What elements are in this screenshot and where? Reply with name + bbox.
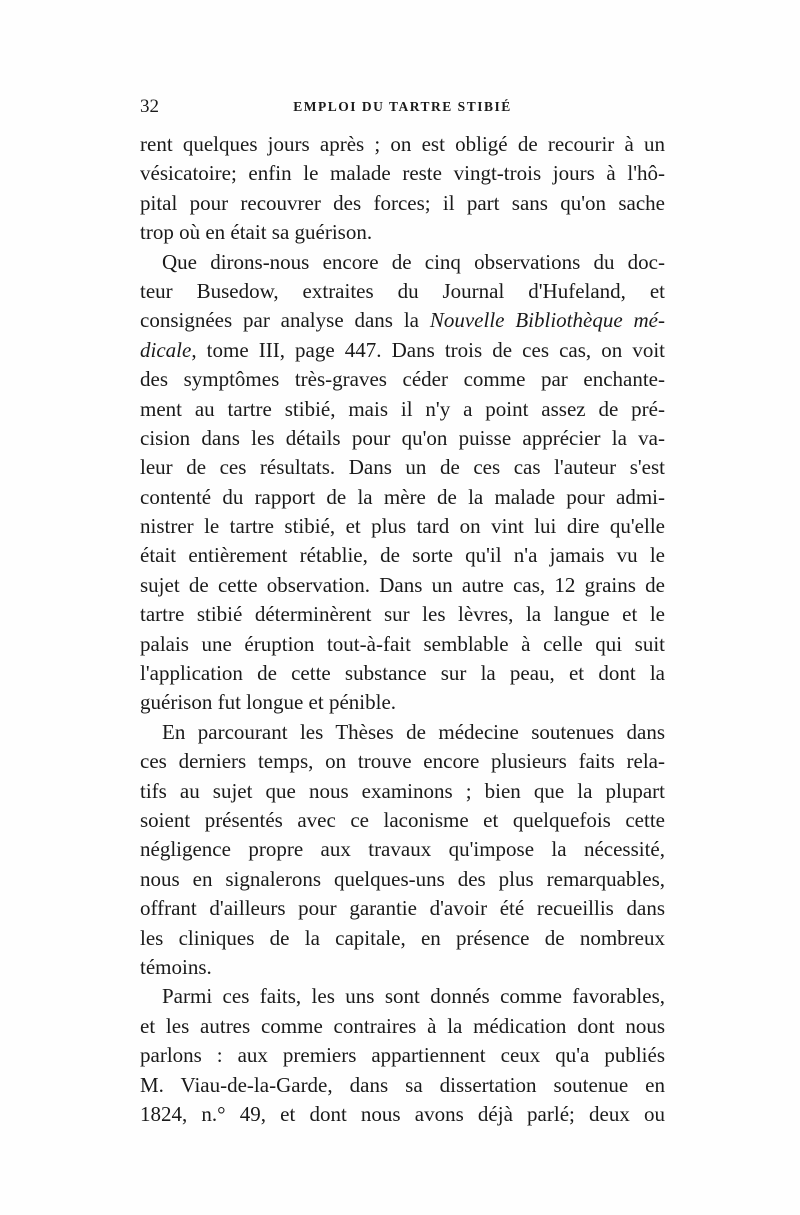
text-segment: , tome III, page 447. Dans trois de ces cas, on voit <box>191 337 665 362</box>
text-line: l'application de cette substance sur la peau, et dont la <box>140 661 665 686</box>
text-line: sujet de cette observation. Dans un autre cas, 12 grains de <box>140 572 665 597</box>
body-text <box>140 130 665 1129</box>
page-number: 32 <box>140 96 159 117</box>
text-line: ces derniers temps, on trouve encore plusieurs faits rela- <box>140 749 665 774</box>
text-line: rent quelques jours après ; on est obligé de recourir à un <box>140 132 665 156</box>
text-line: les cliniques de la capitale, en présence de nombreux <box>140 925 665 950</box>
text-line: tartre stibié déterminèrent sur les lèvres, la langue et le <box>140 602 665 627</box>
text-line: soient présentés avec ce laconisme et quelquefois cette <box>140 807 665 832</box>
text-line: ment au tartre stibié, mais il n'y a point assez de pré- <box>140 396 665 421</box>
text-line <box>140 336 665 365</box>
text-line: guérison fut longue et pénible. <box>140 690 397 715</box>
text-line: M. Viau-de-la-Garde, dans sa dissertation soutenue en <box>140 1072 665 1097</box>
text-line: des symptômes très-graves céder comme par enchante- <box>140 367 665 392</box>
text-line: leur de ces résultats. Dans un de ces cas l'auteur s'est <box>140 455 665 480</box>
running-title: EMPLOI DU TARTRE STIBIÉ <box>293 99 512 114</box>
text-line: palais une éruption tout-à-fait semblable à celle qui suit <box>140 631 665 656</box>
text-line: et les autres comme contraires à la médication dont nous <box>140 1013 665 1038</box>
text-line: tifs au sujet que nous examinons ; bien que la plupart <box>140 778 665 803</box>
text-line: pital pour recouvrer des forces; il part sans qu'on sache <box>140 190 665 215</box>
text-segment: consignées par analyse dans la <box>140 308 419 333</box>
text-line: parlons : aux premiers appartiennent ceux qu'a publiés <box>140 1043 665 1068</box>
text-line: nous en signalerons quelques-uns des plus remarquables, <box>140 866 665 891</box>
text-line: offrant d'ailleurs pour garantie d'avoir été recueillis dans <box>140 896 665 921</box>
italic-title: Nouvelle Bibliothèque mé- <box>429 308 665 333</box>
text-line <box>140 306 665 335</box>
text-line: En parcourant les Thèses de médecine soutenues dans <box>162 719 665 744</box>
text-line: vésicatoire; enfin le malade reste vingt-trois jours à l'hô- <box>140 161 665 186</box>
text-line: trop où en était sa guérison. <box>140 220 373 245</box>
text-line: Parmi ces faits, les uns sont donnés comme favorables, <box>162 984 665 1009</box>
text-line: nistrer le tartre stibié, et plus tard on vint lui dire qu'elle <box>140 514 665 539</box>
text-line: 1824, n.° 49, et dont nous avons déjà parlé; deux ou <box>140 1101 665 1126</box>
text-line: teur Busedow, extraites du Journal d'Hufeland, et <box>140 278 665 303</box>
text-line: contenté du rapport de la mère de la malade pour admi- <box>140 484 665 509</box>
text-line: négligence propre aux travaux qu'impose la nécessité, <box>140 837 665 862</box>
text-line: témoins. <box>140 954 212 979</box>
text-line: cision dans les détails pour qu'on puisse apprécier la va- <box>140 425 665 450</box>
running-head <box>140 96 665 122</box>
text-line: était entièrement rétablie, de sorte qu'il n'a jamais vu le <box>140 543 665 568</box>
text-line: Que dirons-nous encore de cinq observations du doc- <box>162 249 665 274</box>
italic-title-end: dicale <box>140 337 192 362</box>
